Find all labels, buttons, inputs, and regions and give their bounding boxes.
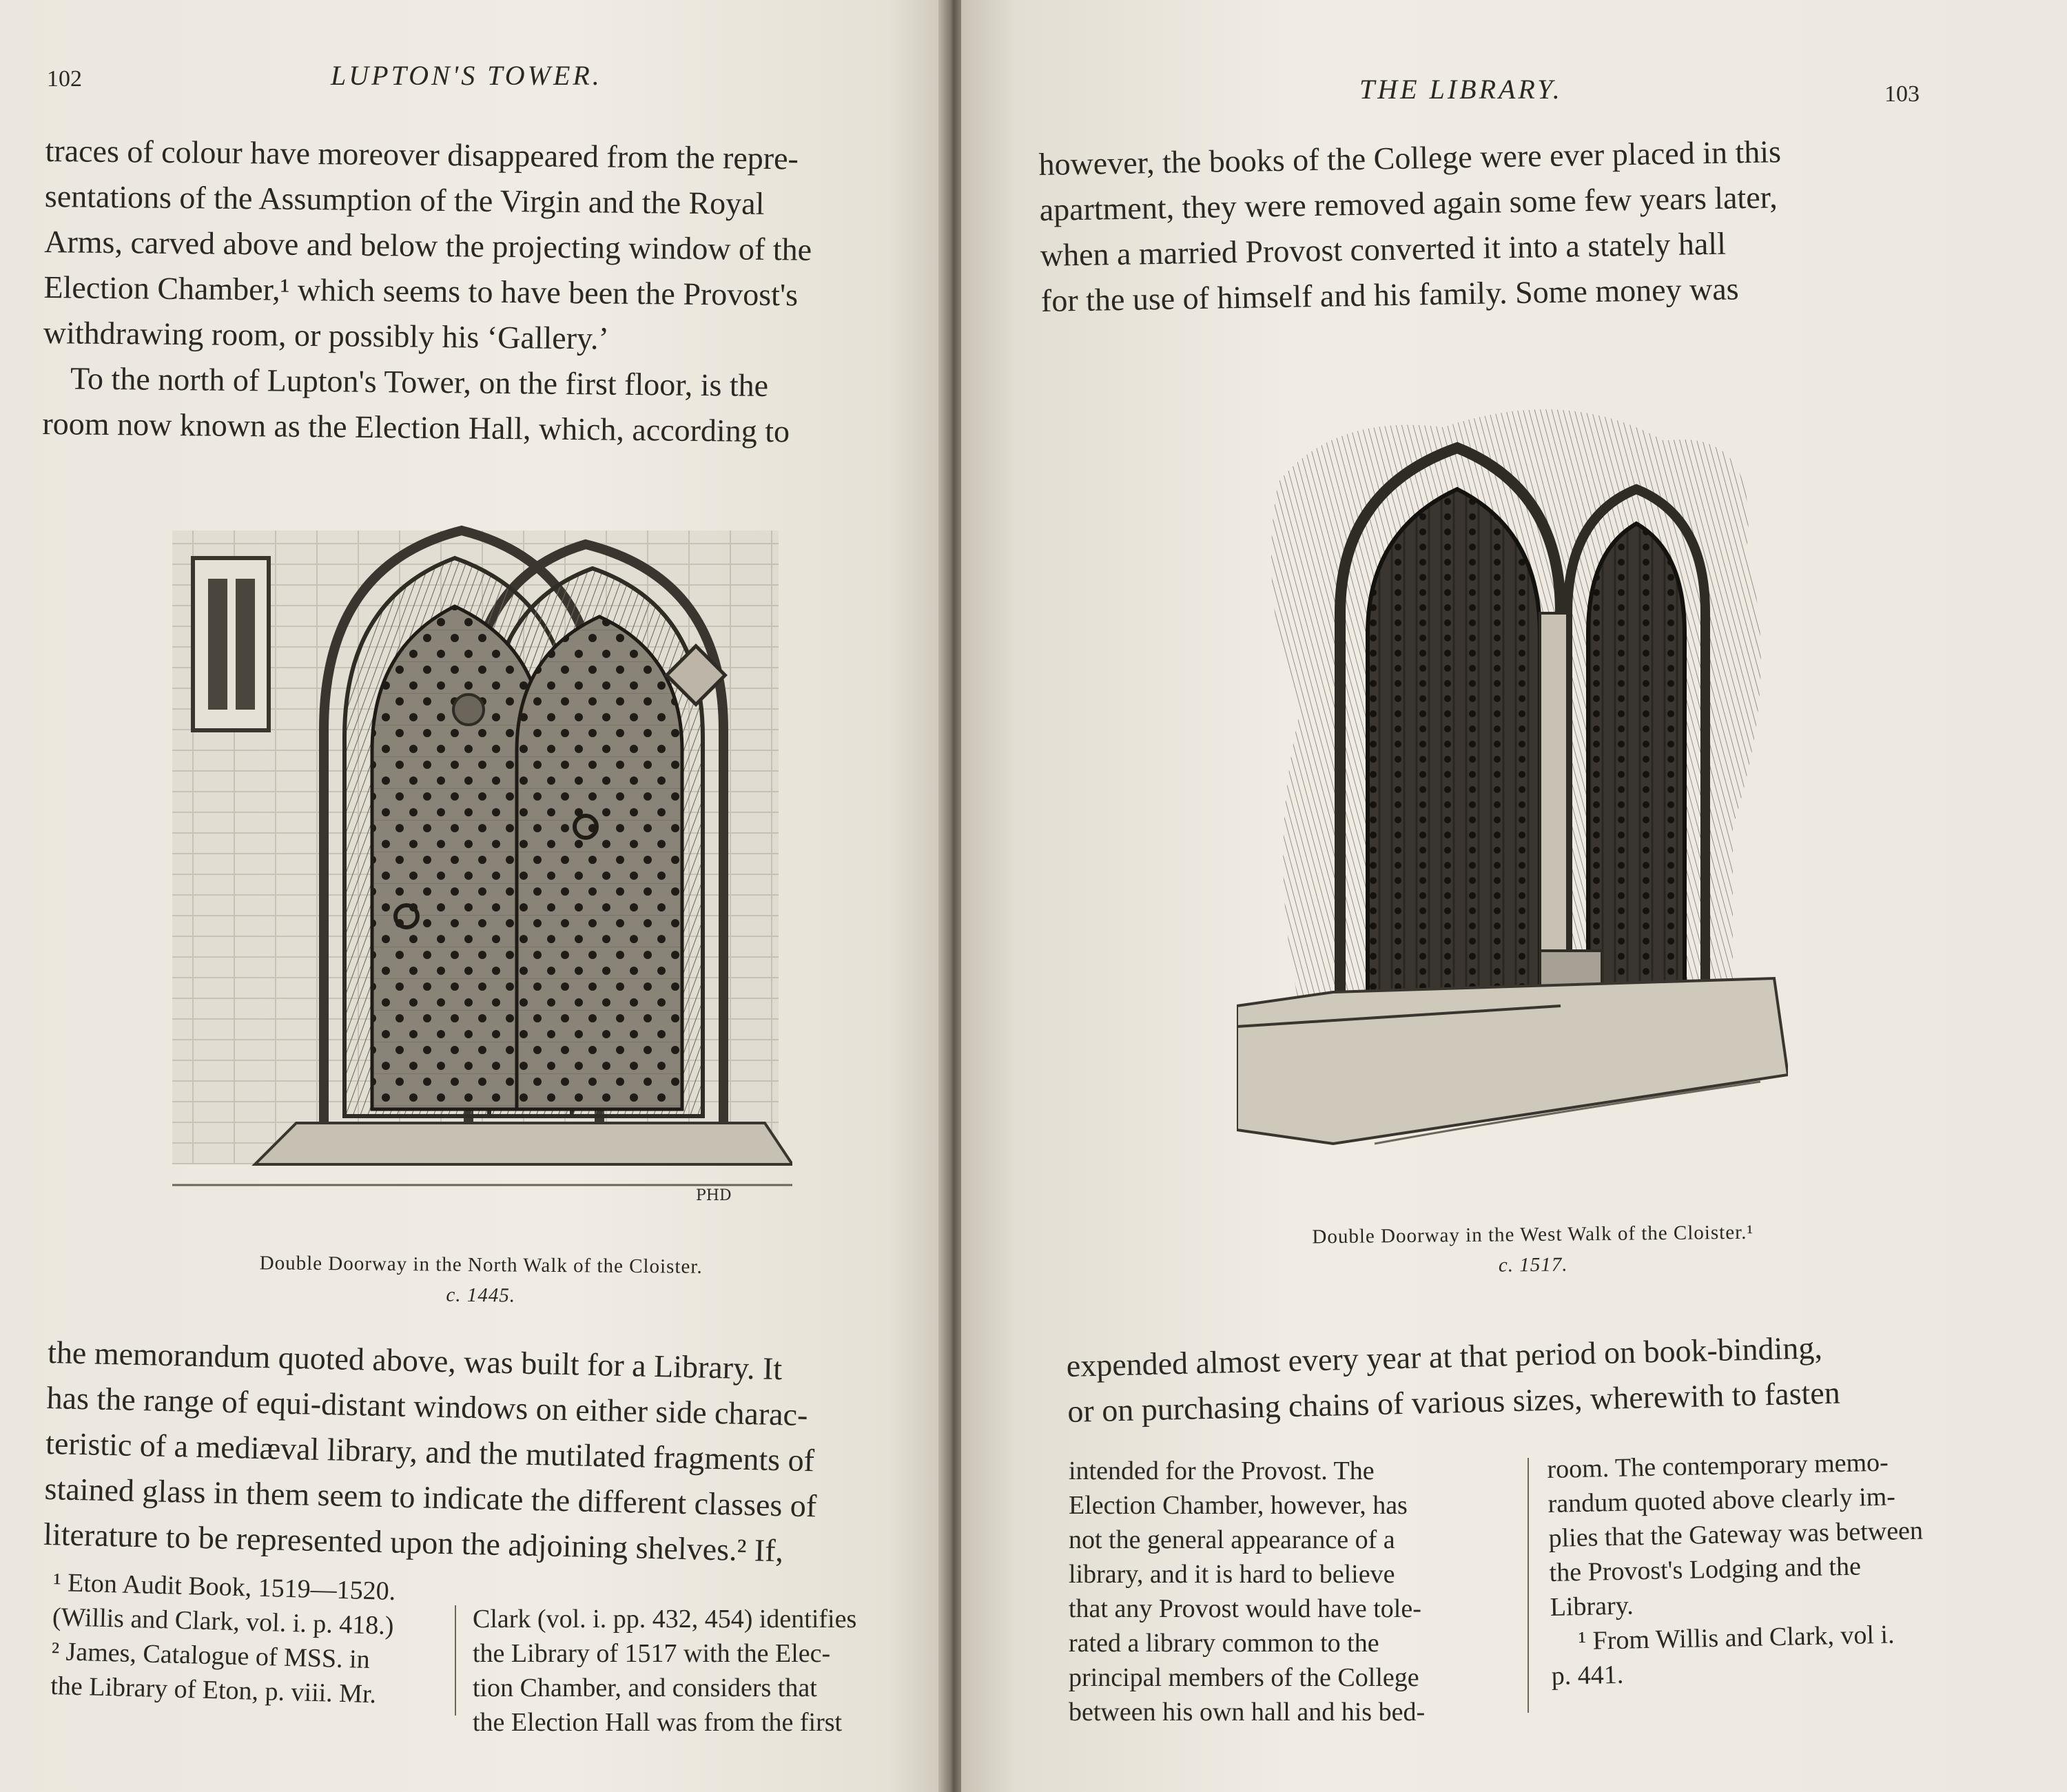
footnote-line: p. 441.	[1551, 1660, 1624, 1691]
footnote-line: ¹ Eton Audit Book, 1519—1520.	[52, 1567, 396, 1606]
text-line: Election Chamber,¹ which seems to have been the Provost's	[43, 269, 799, 313]
footnote-line: that any Provost would have tole-	[1069, 1594, 1421, 1623]
running-head-left: LUPTON'S TOWER.	[331, 60, 602, 91]
left-top-text	[42, 128, 900, 455]
footnote-line: intended for the Provost. The	[1069, 1456, 1375, 1485]
footnote-line: the Library of 1517 with the Elec-	[473, 1639, 831, 1668]
text-line: or on purchasing chains of various sizes, wherewith to fasten	[1067, 1374, 1841, 1429]
footnote-line: randum quoted above clearly im-	[1547, 1482, 1896, 1518]
text-line: Arms, carved above and below the projecting window of the	[44, 223, 812, 267]
footnote-line: the Election Hall was from the first	[473, 1708, 843, 1737]
footnotes-right-column	[473, 1602, 914, 1740]
text-line: apartment, they were removed again some few years later,	[1039, 179, 1778, 227]
engraving-north-walk-doorway	[172, 503, 792, 1206]
footnotes-left-column	[1069, 1454, 1454, 1729]
footnote-line: between his own hall and his bed-	[1069, 1698, 1426, 1727]
footnote-line: room. The contemporary memo-	[1547, 1448, 1889, 1484]
footnote-line: tion Chamber, and considers that	[473, 1673, 817, 1702]
engraver-signature: PHD	[696, 1187, 732, 1204]
right-bottom-text	[1066, 1321, 1964, 1434]
caption-title: Double Doorway in the West Walk of the Cloister.¹	[1312, 1221, 1754, 1248]
text-line: has the range of equi-distant windows on either side charac-	[46, 1379, 808, 1433]
footnote-line: Clark (vol. i. pp. 432, 454) identifies	[473, 1605, 857, 1634]
text-line: expended almost every year at that period on book-binding,	[1066, 1330, 1823, 1383]
footnote-line: Election Chamber, however, has	[1069, 1491, 1408, 1520]
text-line: room now known as the Election Hall, which, according to	[42, 405, 790, 449]
text-line: literature to be represented upon the adjoining shelves.² If,	[43, 1516, 784, 1569]
footnote-line: not the general appearance of a	[1069, 1525, 1395, 1554]
footnote-line: library, and it is hard to believe	[1069, 1560, 1395, 1589]
caption-title: Double Doorway in the North Walk of the Cloister.	[259, 1252, 703, 1278]
text-line: sentations of the Assumption of the Virgin and the Royal	[44, 178, 765, 221]
page-number-left: 102	[47, 66, 82, 92]
caption-west-walk	[1251, 1217, 1816, 1284]
text-line: teristic of a mediæval library, and the mutilated fragments of	[45, 1425, 815, 1479]
engraving-west-walk-doorway	[1237, 386, 1788, 1185]
footnote-column-rule	[1528, 1458, 1529, 1713]
text-line: the memorandum quoted above, was built for a Library. It	[47, 1334, 783, 1387]
footnote-line: the Provost's Lodging and the	[1549, 1552, 1862, 1587]
text-line: stained glass in them seem to indicate the different classes of	[44, 1470, 817, 1524]
right-top-text	[1038, 126, 1937, 324]
footnote-line: ¹ From Willis and Clark, vol i.	[1578, 1620, 1895, 1656]
caption-north-walk	[219, 1248, 743, 1313]
page-number-right: 103	[1884, 81, 1920, 107]
caption-date: c. 1517.	[1498, 1253, 1568, 1277]
footnotes-right-column	[1547, 1443, 2006, 1693]
footnote-line: the Library of Eton, p. viii. Mr.	[50, 1671, 377, 1709]
footnotes-left-column	[50, 1565, 440, 1713]
footnote-line: Library.	[1550, 1591, 1634, 1622]
footnote-line: (Willis and Clark, vol. i. p. 418.)	[52, 1602, 394, 1640]
footnote-line: rated a library common to the	[1069, 1629, 1379, 1658]
footnote-column-rule	[455, 1605, 456, 1716]
caption-date: c. 1445.	[446, 1284, 516, 1307]
right-page	[961, 0, 2067, 1792]
footnote-line: ² James, Catalogue of MSS. in	[51, 1636, 371, 1675]
footnote-line: principal members of the College	[1069, 1663, 1419, 1692]
left-page	[0, 0, 944, 1792]
text-line: however, the books of the College were ever placed in this	[1038, 134, 1782, 182]
footnote-line: plies that the Gateway was between	[1548, 1516, 1924, 1553]
text-line: when a married Provost converted it into a stately hall	[1040, 225, 1727, 273]
text-line: To the north of Lupton's Tower, on the first floor, is the	[70, 360, 769, 404]
running-head-right: THE LIBRARY.	[1359, 74, 1563, 105]
text-line: for the use of himself and his family. Some money was	[1040, 271, 1739, 318]
text-line: withdrawing room, or possibly his ‘Gallery.’	[43, 314, 610, 356]
text-line: traces of colour have moreover disappeared from the repre-	[45, 132, 799, 176]
left-bottom-text	[43, 1330, 909, 1576]
